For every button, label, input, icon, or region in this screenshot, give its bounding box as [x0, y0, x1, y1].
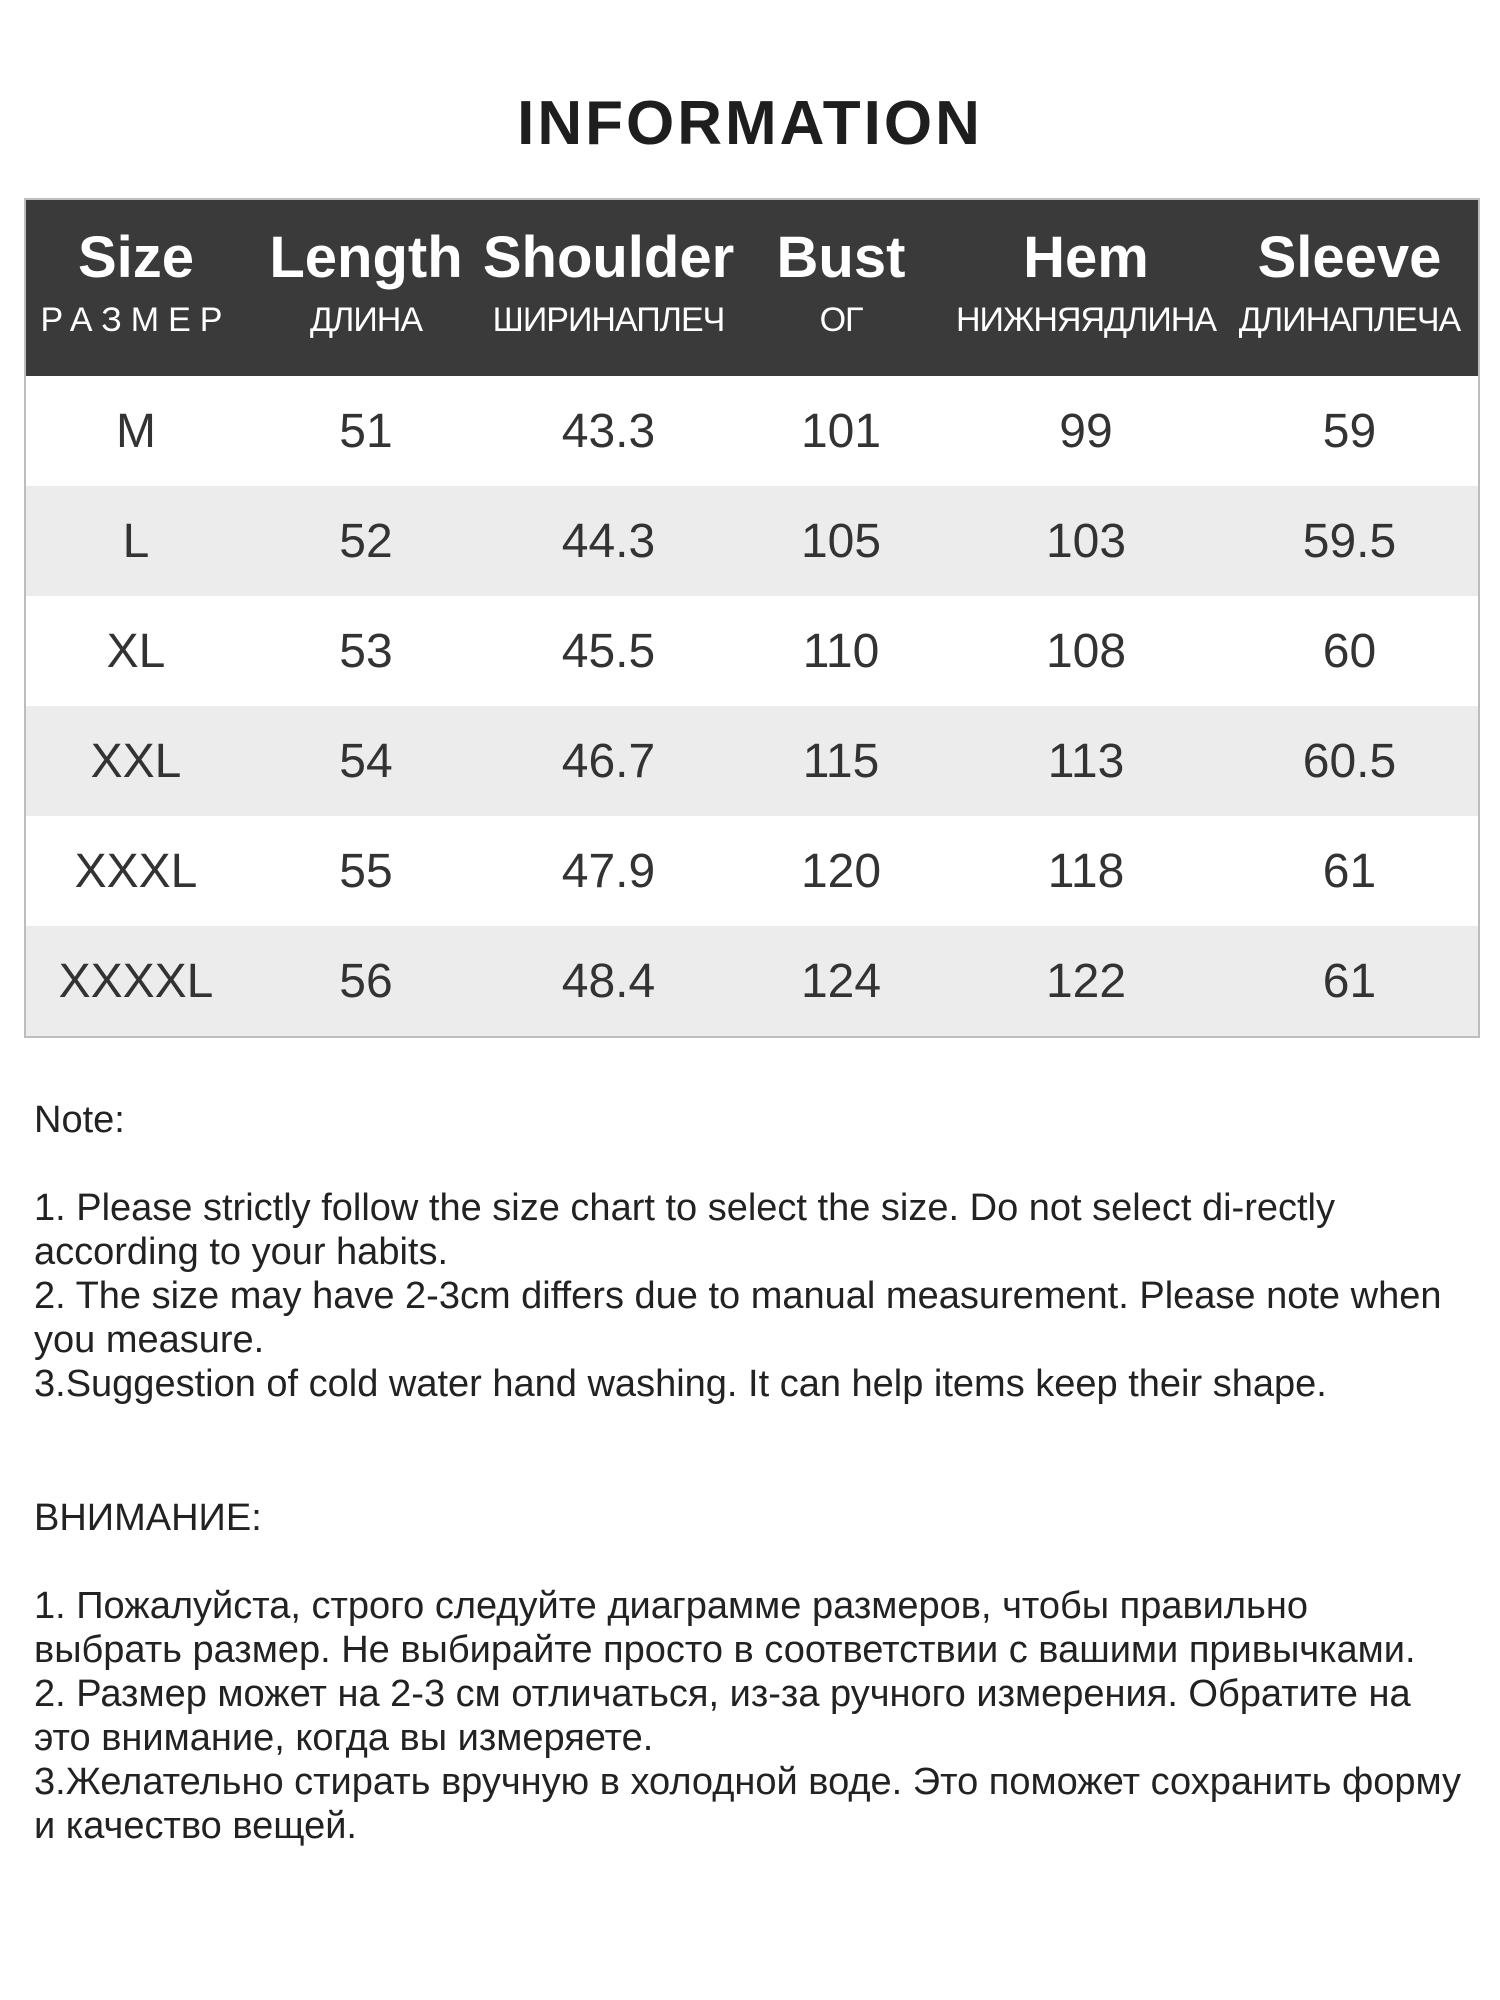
- header-bust-ru: ОГ: [819, 300, 863, 339]
- note-ru-list: [34, 1584, 1464, 1848]
- cell-shoulder: 48.4: [561, 954, 656, 1008]
- cell-length: 56: [339, 954, 393, 1008]
- cell-bust: 124: [800, 954, 882, 1008]
- header-length-en: Length: [269, 225, 463, 290]
- cell-size: XL: [106, 624, 166, 678]
- cell-bust: 101: [800, 404, 882, 458]
- header-hem: [951, 200, 1221, 376]
- page-title: INFORMATION: [517, 89, 983, 158]
- cell-shoulder: 43.3: [561, 404, 656, 458]
- note-en-item: 2. The size may have 2-3cm differs due to manual measurement. Please note when you measure.: [34, 1275, 1442, 1361]
- header-length: [246, 200, 486, 376]
- header-shoulder-en: Shoulder: [482, 225, 735, 290]
- cell-bust: 105: [800, 514, 882, 568]
- note-en-item: 3.Suggestion of cold water hand washing. It can help items keep their shape.: [34, 1363, 1327, 1405]
- cell-bust: 110: [802, 624, 880, 678]
- note-ru-heading: ВНИМАНИЕ:: [34, 1497, 262, 1539]
- cell-shoulder: 46.7: [561, 734, 656, 788]
- header-bust: [731, 200, 951, 376]
- cell-size: XXL: [90, 734, 182, 788]
- cell-hem: 113: [1047, 734, 1125, 788]
- note-en-heading: Note:: [34, 1099, 125, 1141]
- note-ru-item: 3.Желательно стирать вручную в холодной воде. Это поможет сохранить форму и качество вещей.: [34, 1761, 1462, 1847]
- header-hem-ru: НИЖНЯЯДЛИНА: [955, 300, 1217, 339]
- cell-hem: 108: [1045, 624, 1127, 678]
- cell-hem: 99: [1059, 404, 1113, 458]
- header-shoulder-ru: ШИРИНАПЛЕЧ: [492, 300, 725, 339]
- cell-sleeve: 59: [1322, 404, 1377, 458]
- note-ru-item: 2. Размер может на 2-3 см отличаться, из-за ручного измерения. Обратите на это внимание, когда вы измеряете.: [34, 1673, 1411, 1759]
- table-row: [26, 816, 1478, 926]
- cell-hem: 103: [1045, 514, 1127, 568]
- cell-shoulder: 47.9: [561, 844, 656, 898]
- cell-hem: 122: [1045, 954, 1127, 1008]
- table-row: [26, 486, 1478, 596]
- cell-size: L: [122, 514, 150, 568]
- note-ru-item: 1. Пожалуйста, строго следуйте диаграмме размеров, чтобы правильно выбрать размер. Не выбирайте просто в соответствии с вашими привычками.: [34, 1585, 1416, 1671]
- table-row: [26, 596, 1478, 706]
- table-header: [26, 200, 1478, 376]
- note-en-item: 1. Please strictly follow the size chart to select the size. Do not select di-rectly according to your habits.: [34, 1187, 1335, 1273]
- notes-section: [34, 1098, 1464, 1848]
- table-row: [26, 926, 1478, 1036]
- header-hem-en: Hem: [1023, 225, 1149, 290]
- header-bust-en: Bust: [776, 225, 906, 290]
- table-row: [26, 706, 1478, 816]
- cell-bust: 120: [800, 844, 882, 898]
- header-sleeve-en: Sleeve: [1257, 225, 1442, 290]
- cell-size: M: [116, 404, 156, 458]
- size-chart-table: [24, 198, 1480, 1038]
- cell-sleeve: 61: [1322, 844, 1377, 898]
- cell-length: 54: [339, 734, 393, 788]
- cell-length: 55: [339, 844, 393, 898]
- cell-shoulder: 45.5: [561, 624, 656, 678]
- cell-length: 52: [339, 514, 393, 568]
- cell-sleeve: 60.5: [1302, 734, 1397, 788]
- cell-size: XXXXL: [58, 954, 214, 1008]
- table-row: [26, 376, 1478, 486]
- header-size-en: Size: [77, 225, 195, 290]
- cell-sleeve: 59.5: [1302, 514, 1397, 568]
- header-sleeve-ru: ДЛИНАПЛЕЧА: [1238, 300, 1461, 339]
- cell-length: 53: [339, 624, 393, 678]
- cell-shoulder: 44.3: [561, 514, 656, 568]
- cell-sleeve: 61: [1322, 954, 1377, 1008]
- header-size: [26, 200, 246, 376]
- cell-length: 51: [339, 404, 393, 458]
- header-size-ru: РАЗМЕР: [40, 300, 232, 339]
- cell-sleeve: 60: [1322, 624, 1377, 678]
- header-length-ru: ДЛИНА: [309, 300, 422, 339]
- cell-hem: 118: [1047, 844, 1125, 898]
- cell-size: XXXL: [74, 844, 198, 898]
- header-sleeve: [1221, 200, 1478, 376]
- note-en-list: [34, 1186, 1464, 1406]
- header-shoulder: [482, 200, 735, 376]
- cell-bust: 115: [802, 734, 880, 788]
